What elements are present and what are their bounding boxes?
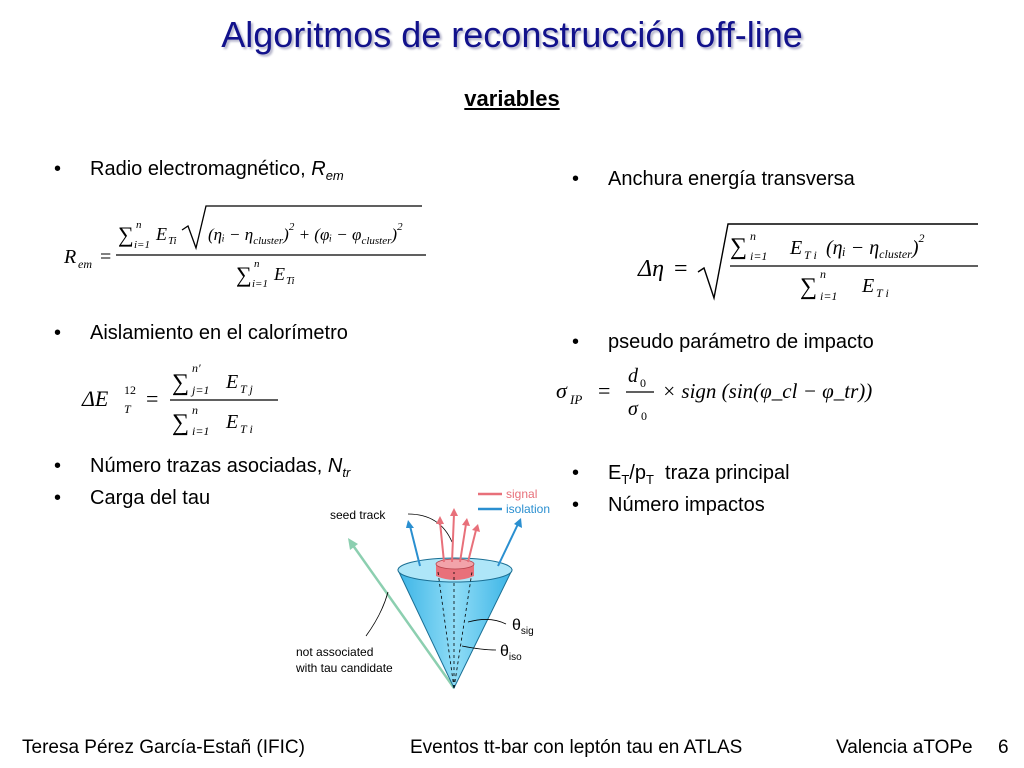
sum-lower: i=1 xyxy=(192,424,210,438)
bullet-radio-em: • Radio electromagnético, $R_{em}$ xyxy=(54,158,344,183)
sum-lower: i=1 xyxy=(252,278,268,290)
seed-track-label: seed track xyxy=(330,508,386,522)
formula-lhs: R xyxy=(64,246,77,268)
sum-upper: n xyxy=(192,403,198,417)
slide-subtitle: variables xyxy=(464,86,560,111)
formula-rem xyxy=(60,200,430,290)
theta-sig-label: $\theta_{sig}$ xyxy=(512,617,534,637)
isolation-cone xyxy=(398,570,512,688)
formula-lhs-sub: em xyxy=(78,257,92,271)
sum-symbol: ∑ xyxy=(172,370,190,396)
bullet-pseudo-parametro: • pseudo parámetro de impacto xyxy=(572,331,874,353)
isolation-track xyxy=(410,526,420,566)
equals-sign: = xyxy=(598,378,611,403)
signal-track xyxy=(460,524,466,562)
sum-lower: i=1 xyxy=(134,239,150,251)
equals-sign: = xyxy=(100,246,112,268)
formula-lhs: σ xyxy=(556,378,567,403)
bullet-dot: • xyxy=(54,322,62,344)
bullet-dot: • xyxy=(572,462,580,484)
bullet-dot: • xyxy=(54,487,62,509)
formula-rest: × sign (sin(φ_cl − φ_tr)) xyxy=(662,379,873,403)
et-sub: T i xyxy=(876,286,889,300)
tau-cone-diagram xyxy=(290,484,580,694)
et-term: E xyxy=(226,371,239,393)
bullet-aislamiento: • Aislamiento en el calorímetro xyxy=(54,322,348,344)
legend-isolation-label: isolation xyxy=(506,502,551,516)
theta-iso-label: $\theta_{iso}$ xyxy=(500,643,522,663)
formula-lhs: ΔE xyxy=(82,386,109,411)
sum-upper: n′ xyxy=(192,361,201,375)
et-term: E xyxy=(790,237,803,259)
et-term: E xyxy=(156,224,167,244)
et-sub: T i xyxy=(240,422,253,436)
signal-track-arrow xyxy=(436,516,444,524)
bullet-anchura: • Anchura energía transversa xyxy=(572,168,855,190)
not-associated-pointer xyxy=(366,592,388,636)
sum-symbol: ∑ xyxy=(730,234,748,260)
bullet-num-trazas: • Número trazas asociadas, $N_{tr}$ xyxy=(54,455,351,480)
et-sub: Ti xyxy=(286,275,295,287)
footer-page-number: 6 xyxy=(998,737,1009,758)
bullet-dot: • xyxy=(54,158,62,180)
bullet-carga: • Carga del tau xyxy=(54,487,211,509)
isolation-track xyxy=(498,524,518,566)
formula-delta-et xyxy=(80,358,310,438)
slide-title: Algoritmos de reconstrucción off-line xyxy=(221,14,803,55)
et-term: E xyxy=(862,275,875,297)
legend-signal-label: signal xyxy=(506,487,538,501)
signal-track xyxy=(468,530,476,562)
footer-talk: Eventos tt-bar con leptón tau en ATLAS xyxy=(410,737,743,758)
seed-track-pointer xyxy=(408,514,452,542)
signal-track xyxy=(452,514,454,562)
equals-sign: = xyxy=(674,256,688,282)
sqrt-body: (ηᵢ − $\eta_{cluster})^2$ + (φᵢ − $\varphi_{cluster})^2$ xyxy=(208,221,403,247)
bullet-dot: • xyxy=(54,455,62,477)
bullet-dot: • xyxy=(572,494,580,516)
footer-venue: Valencia aTOPe xyxy=(836,737,973,758)
bullet-dot: • xyxy=(572,331,580,353)
sum-symbol: ∑ xyxy=(800,274,818,300)
sum-lower: i=1 xyxy=(820,289,838,303)
formula-lhs-sub: IP xyxy=(570,392,583,407)
sum-upper: n xyxy=(820,267,826,281)
sum-upper: n xyxy=(750,229,756,243)
et-sub: Ti xyxy=(168,235,177,247)
formula-sigma-ip xyxy=(554,360,899,424)
formula-lhs-sub: T xyxy=(124,402,131,416)
equals-sign: = xyxy=(146,386,159,411)
sum-lower: i=1 xyxy=(750,249,768,263)
bullet-dot: • xyxy=(572,168,580,190)
footer-author: Teresa Pérez García-Estañ (IFIC) xyxy=(22,737,305,758)
sum-upper: n xyxy=(254,258,260,270)
signal-track-arrow xyxy=(450,508,458,516)
sum-lower: j=1 xyxy=(192,383,210,397)
bullet-num-impactos: • Número impactos xyxy=(572,494,765,516)
et-term: E xyxy=(274,264,285,284)
signal-track-arrow xyxy=(462,518,470,526)
isolation-track-arrow xyxy=(514,518,522,528)
signal-track-arrow xyxy=(472,524,480,532)
eta-term: (ηᵢ − $\eta_{cluster})^2$ xyxy=(826,231,925,261)
sum-upper: n xyxy=(136,219,142,231)
sum-symbol: ∑ xyxy=(172,410,190,436)
formula-lhs-sup: 12 xyxy=(124,383,136,397)
et-sub: T i xyxy=(804,248,817,262)
isolation-track-arrow xyxy=(406,520,414,528)
sum-symbol: ∑ xyxy=(118,222,134,247)
bullet-et-pt: • $E_T/p_T$ traza principal xyxy=(572,462,790,487)
frac-num: d xyxy=(628,365,638,387)
et-sub: T j xyxy=(240,382,253,396)
et-term: E xyxy=(226,411,239,433)
frac-den-sub: 0 xyxy=(641,409,647,423)
not-associated-label-2: with tau candidate xyxy=(296,661,393,675)
not-associated-label-1: not associated xyxy=(296,645,374,659)
frac-num-sub: 0 xyxy=(640,376,646,390)
frac-den: σ xyxy=(628,398,638,420)
formula-delta-eta xyxy=(636,216,986,306)
sum-symbol: ∑ xyxy=(236,262,252,287)
formula-lhs: Δη xyxy=(638,256,664,282)
